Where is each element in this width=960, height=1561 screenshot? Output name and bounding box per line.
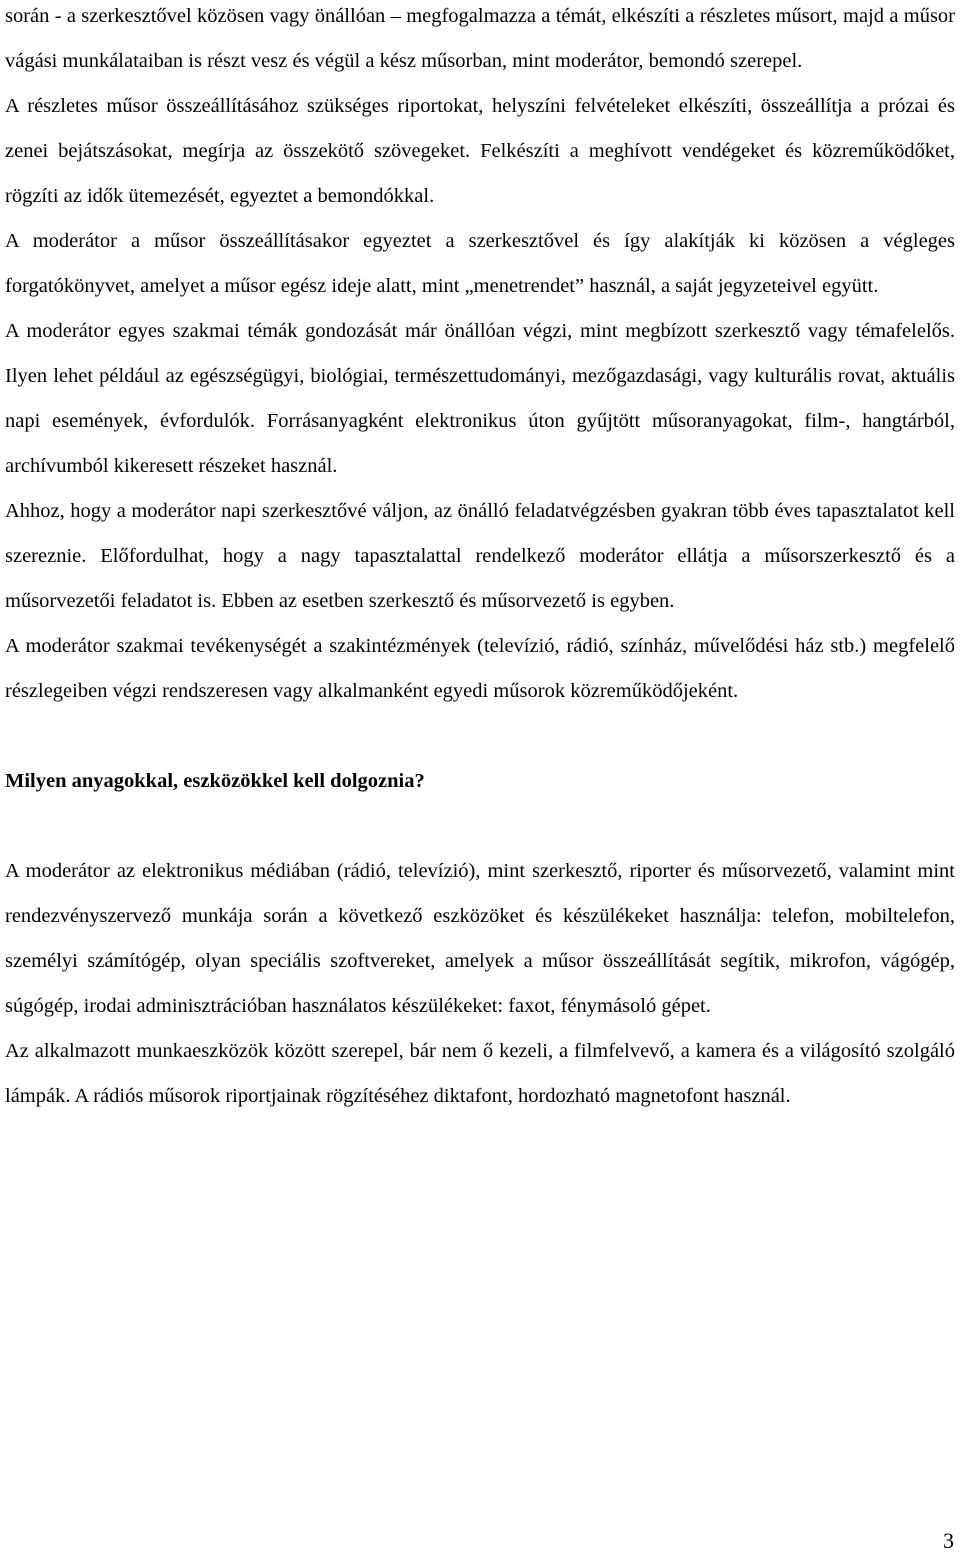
page-number: 3 <box>943 1528 954 1553</box>
paragraph: Az alkalmazott munkaeszközök között szerepel, bár nem ő kezeli, a filmfelvevő, a kamera és a világosító szolgáló lámpák. A rádiós műsorok riportjainak rögzítéséhez diktafont, hordozható magnetofont használ. <box>5 1040 955 1107</box>
paragraph: A részletes műsor összeállításához szükséges riportokat, helyszíni felvételeket elkészíti, összeállítja a prózai és zenei bejátszásokat, megírja az összekötő szövegeket. Felkészíti a meghívott vendégeket és közreműködőket, rögzíti az idők ütemezését, egyeztet a bemondókkal. <box>5 95 955 207</box>
document-page <box>5 0 955 1119</box>
paragraph: során - a szerkesztővel közösen vagy önállóan – megfogalmazza a témát, elkészíti a részletes műsort, majd a műsor vágási munkálataiban is részt vesz és végül a kész műsorban, mint moderátor, bemondó szerepel. <box>5 5 955 72</box>
section-heading: Milyen anyagokkal, eszközökkel kell dolgoznia? <box>5 770 425 792</box>
spacer <box>5 714 955 759</box>
paragraph: Ahhoz, hogy a moderátor napi szerkesztővé váljon, az önálló feladatvégzésben gyakran több éves tapasztalatot kell szereznie. Előfordulhat, hogy a nagy tapasztalattal rendelkező moderátor ellátja a műsorszerkesztő és a műsorvezetői feladatot is. Ebben az esetben szerkesztő és műsorvezető is egyben. <box>5 500 955 612</box>
spacer <box>5 804 955 849</box>
paragraph: A moderátor szakmai tevékenységét a szakintézmények (televízió, rádió, színház, művelődési ház stb.) megfelelő részlegeiben végzi rendszeresen vagy alkalmanként egyedi műsorok közreműködőjeként. <box>5 635 955 702</box>
paragraph: A moderátor egyes szakmai témák gondozását már önállóan végzi, mint megbízott szerkesztő vagy témafelelős. Ilyen lehet például az egészségügyi, biológiai, természettudományi, mezőgazdasági, vagy kulturális rovat, aktuális napi események, évfordulók. Forrásanyagként elektronikus úton gyűjtött műsoranyagokat, film-, hangtárból, archívumból kikeresett részeket használ. <box>5 320 955 477</box>
paragraph: A moderátor az elektronikus médiában (rádió, televízió), mint szerkesztő, riporter és műsorvezető, valamint mint rendezvényszervező munkája során a következő eszközöket és készülékeket használja: telefon, mobiltelefon, személyi számítógép, olyan speciális szoftvereket, amelyek a műsor összeállítását segítik, mikrofon, vágógép, súgógép, irodai adminisztrációban használatos készülékeket: faxot, fénymásoló gépet. <box>5 860 955 1017</box>
paragraph: A moderátor a műsor összeállításakor egyeztet a szerkesztővel és így alakítják ki közösen a végleges forgatókönyvet, amelyet a műsor egész ideje alatt, mint „menetrendet” használ, a saját jegyzeteivel együtt. <box>5 230 955 297</box>
